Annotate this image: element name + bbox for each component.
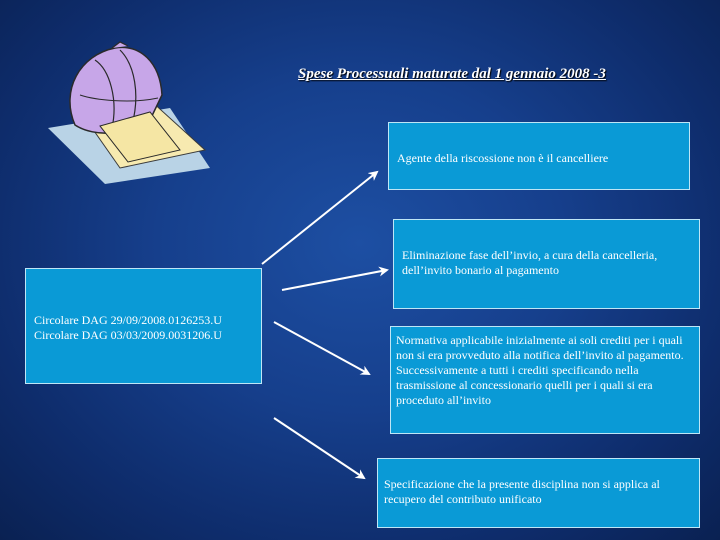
books-clipart-icon — [48, 42, 210, 184]
arrow-to-elimination — [282, 270, 387, 290]
normative-box: Normativa applicabile inizialmente ai soli crediti per i quali non si era provveduto alla notifica dell’invito al pagamento. Successivamente a tutti i crediti specificando nella trasmissione al concessionario quelli per i quali si era proceduto all’invito — [390, 326, 700, 434]
source-circulars-box: Circolare DAG 29/09/2008.0126253.U Circolare DAG 03/03/2009.0031206.U — [25, 268, 262, 384]
slide-title: Spese Processuali maturate dal 1 gennaio 2008 -3 — [298, 66, 606, 82]
arrow-to-agent — [262, 172, 377, 264]
specification-box: Specificazione che la presente disciplina non si applica al recupero del contributo unificato — [377, 458, 700, 528]
arrow-to-normative — [274, 322, 369, 374]
agent-box: Agente della riscossione non è il cancelliere — [388, 122, 690, 190]
elimination-box: Eliminazione fase dell’invio, a cura della cancelleria, dell’invito bonario al pagamento — [393, 219, 700, 309]
arrow-to-specification — [274, 418, 364, 478]
